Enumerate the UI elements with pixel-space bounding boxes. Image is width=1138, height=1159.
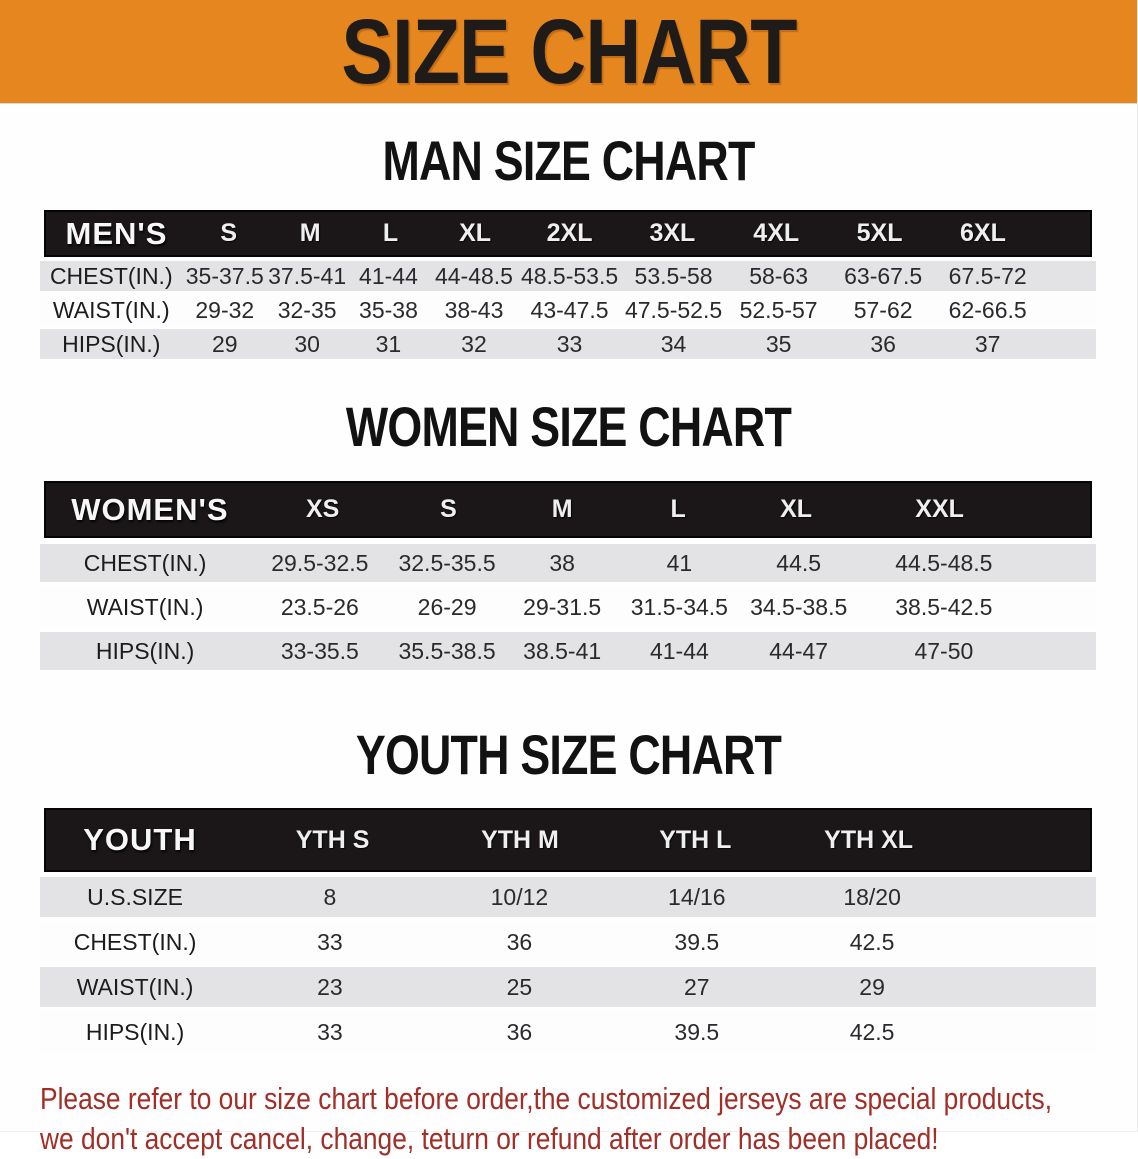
cell-value: 32-35 — [277, 296, 337, 323]
cell-value: 62-66.5 — [948, 296, 1027, 323]
cell-value: 23.5-26 — [280, 593, 359, 620]
table-header-row — [44, 808, 1092, 872]
cell-value: 36 — [506, 928, 533, 955]
cell-value: 29 — [859, 973, 885, 1000]
row-label: U.S.SIZE — [87, 883, 183, 910]
cell-value: 32 — [461, 330, 487, 357]
cell-value: 31.5-34.5 — [630, 593, 728, 620]
table-row — [40, 877, 1096, 917]
cell-value: 10/12 — [490, 883, 549, 910]
men-size-table — [40, 210, 1096, 359]
row-label: HIPS(IN.) — [62, 330, 161, 357]
cell-value: 39.5 — [674, 928, 720, 955]
cell-value: 34.5-38.5 — [750, 593, 848, 620]
cell-value: 42.5 — [849, 928, 895, 955]
youth-size-table — [40, 808, 1096, 1052]
cell-value: 44.5 — [776, 549, 822, 576]
column-header: L — [382, 219, 399, 247]
table-header-row — [44, 210, 1092, 257]
cell-value: 29.5-32.5 — [271, 549, 369, 576]
header-filler — [1024, 483, 1090, 536]
cell-value: 27 — [684, 973, 710, 1000]
table-title: YOUTH — [83, 822, 197, 857]
men-section-heading: MAN SIZE CHART — [382, 129, 755, 192]
table-title: MEN'S — [65, 215, 168, 251]
cell-value: 23 — [317, 973, 343, 1000]
table-row — [40, 329, 1096, 359]
women-size-table — [40, 481, 1096, 670]
cell-value: 29 — [211, 330, 238, 357]
cell-value: 37.5-41 — [268, 262, 347, 289]
cell-value: 57-62 — [853, 296, 913, 323]
row-label: WAIST(IN.) — [52, 296, 170, 323]
cell-value: 14/16 — [668, 883, 726, 910]
row-label: WAIST(IN.) — [86, 593, 204, 620]
banner — [0, 0, 1137, 104]
section-men — [0, 129, 1137, 359]
cell-value: 8 — [323, 883, 337, 910]
cell-value: 41-44 — [649, 637, 709, 664]
column-header: XXL — [915, 495, 964, 523]
column-header: 2XL — [546, 219, 593, 247]
table-title: WOMEN'S — [71, 491, 229, 527]
column-header: M — [299, 219, 321, 247]
cell-value: 33-35.5 — [280, 637, 359, 664]
table-row — [40, 967, 1096, 1007]
cell-value: 32.5-35.5 — [398, 549, 496, 576]
cell-value: 18/20 — [843, 883, 901, 910]
cell-value: 33 — [556, 330, 583, 357]
table-row — [40, 922, 1096, 962]
table-row — [40, 632, 1096, 670]
cell-value: 41-44 — [359, 262, 418, 289]
column-header: S — [220, 219, 238, 247]
row-label: CHEST(IN.) — [49, 262, 173, 289]
cell-value: 39.5 — [674, 1018, 720, 1045]
row-filler — [1040, 295, 1096, 325]
row-label: HIPS(IN.) — [95, 637, 195, 664]
row-filler — [960, 922, 1096, 962]
cell-value: 35 — [765, 330, 792, 357]
table-row — [40, 1012, 1096, 1052]
footer-note — [0, 1079, 1137, 1159]
cell-value: 53.5-58 — [634, 262, 713, 289]
row-filler — [1029, 632, 1096, 670]
cell-value: 29-31.5 — [523, 593, 602, 620]
cell-value: 41 — [666, 549, 693, 576]
column-header: XL — [780, 495, 813, 523]
row-label: CHEST(IN.) — [83, 549, 207, 576]
column-header: L — [670, 495, 686, 523]
cell-value: 36 — [870, 330, 896, 357]
cell-value: 29-32 — [195, 296, 255, 323]
header-filler — [955, 810, 1090, 870]
header-filler — [1035, 212, 1090, 255]
section-youth — [0, 723, 1137, 1052]
cell-value: 47.5-52.5 — [624, 296, 723, 323]
row-filler — [1040, 261, 1096, 291]
cell-value: 42.5 — [849, 1018, 895, 1045]
note-line-2: we don't accept cancel, change, teturn or refund after order has been placed! — [40, 1121, 939, 1156]
column-header: S — [440, 495, 457, 523]
cell-value: 63-67.5 — [844, 262, 923, 289]
column-header: 4XL — [753, 219, 800, 247]
cell-value: 25 — [506, 973, 533, 1000]
section-women — [0, 395, 1137, 670]
row-filler — [1029, 544, 1096, 582]
column-header: YTH M — [481, 825, 559, 854]
column-header: 6XL — [959, 219, 1006, 247]
row-label: WAIST(IN.) — [76, 973, 194, 1000]
table-header-row — [44, 481, 1092, 538]
row-filler — [1040, 329, 1096, 359]
table-row — [40, 295, 1096, 325]
cell-value: 38-43 — [444, 296, 504, 323]
cell-value: 35-37.5 — [185, 262, 264, 289]
column-header: YTH XL — [824, 825, 914, 854]
cell-value: 58-63 — [749, 262, 809, 289]
cell-value: 33 — [317, 1018, 343, 1045]
table-row — [40, 261, 1096, 291]
note-line-1: Please refer to our size chart before order,the customized jerseys are special products, — [40, 1081, 1053, 1116]
column-header: YTH S — [295, 825, 370, 854]
page-title: SIZE CHART — [340, 0, 797, 103]
cell-value: 52.5-57 — [739, 296, 818, 323]
cell-value: 37 — [974, 330, 1001, 357]
column-header: M — [551, 495, 573, 523]
youth-section-heading: YOUTH SIZE CHART — [355, 723, 782, 786]
women-section-heading: WOMEN SIZE CHART — [345, 395, 792, 458]
cell-value: 44-47 — [769, 637, 829, 664]
cell-value: 31 — [375, 330, 402, 357]
cell-value: 43-47.5 — [530, 296, 609, 323]
cell-value: 33 — [317, 928, 343, 955]
cell-value: 44.5-48.5 — [895, 549, 993, 576]
cell-value: 48.5-53.5 — [520, 262, 619, 289]
column-header: 5XL — [856, 219, 903, 247]
cell-value: 36 — [506, 1018, 533, 1045]
cell-value: 35-38 — [359, 296, 418, 323]
cell-value: 26-29 — [417, 593, 477, 620]
cell-value: 34 — [660, 330, 687, 357]
cell-value: 35.5-38.5 — [398, 637, 496, 664]
cell-value: 38 — [549, 549, 575, 576]
cell-value: 38.5-42.5 — [895, 593, 993, 620]
cell-value: 67.5-72 — [948, 262, 1027, 289]
column-header: YTH L — [659, 825, 732, 854]
row-filler — [1029, 588, 1096, 626]
cell-value: 38.5-41 — [523, 637, 602, 664]
row-label: CHEST(IN.) — [73, 928, 197, 955]
cell-value: 47-50 — [914, 637, 974, 664]
column-header: 3XL — [649, 219, 696, 247]
column-header: XS — [305, 495, 340, 523]
row-filler — [960, 877, 1096, 917]
row-filler — [960, 967, 1096, 1007]
column-header: XL — [459, 219, 492, 247]
row-filler — [960, 1012, 1096, 1052]
table-row — [40, 544, 1096, 582]
cell-value: 30 — [294, 330, 320, 357]
table-row — [40, 588, 1096, 626]
row-label: HIPS(IN.) — [85, 1018, 185, 1045]
cell-value: 44-48.5 — [434, 262, 513, 289]
